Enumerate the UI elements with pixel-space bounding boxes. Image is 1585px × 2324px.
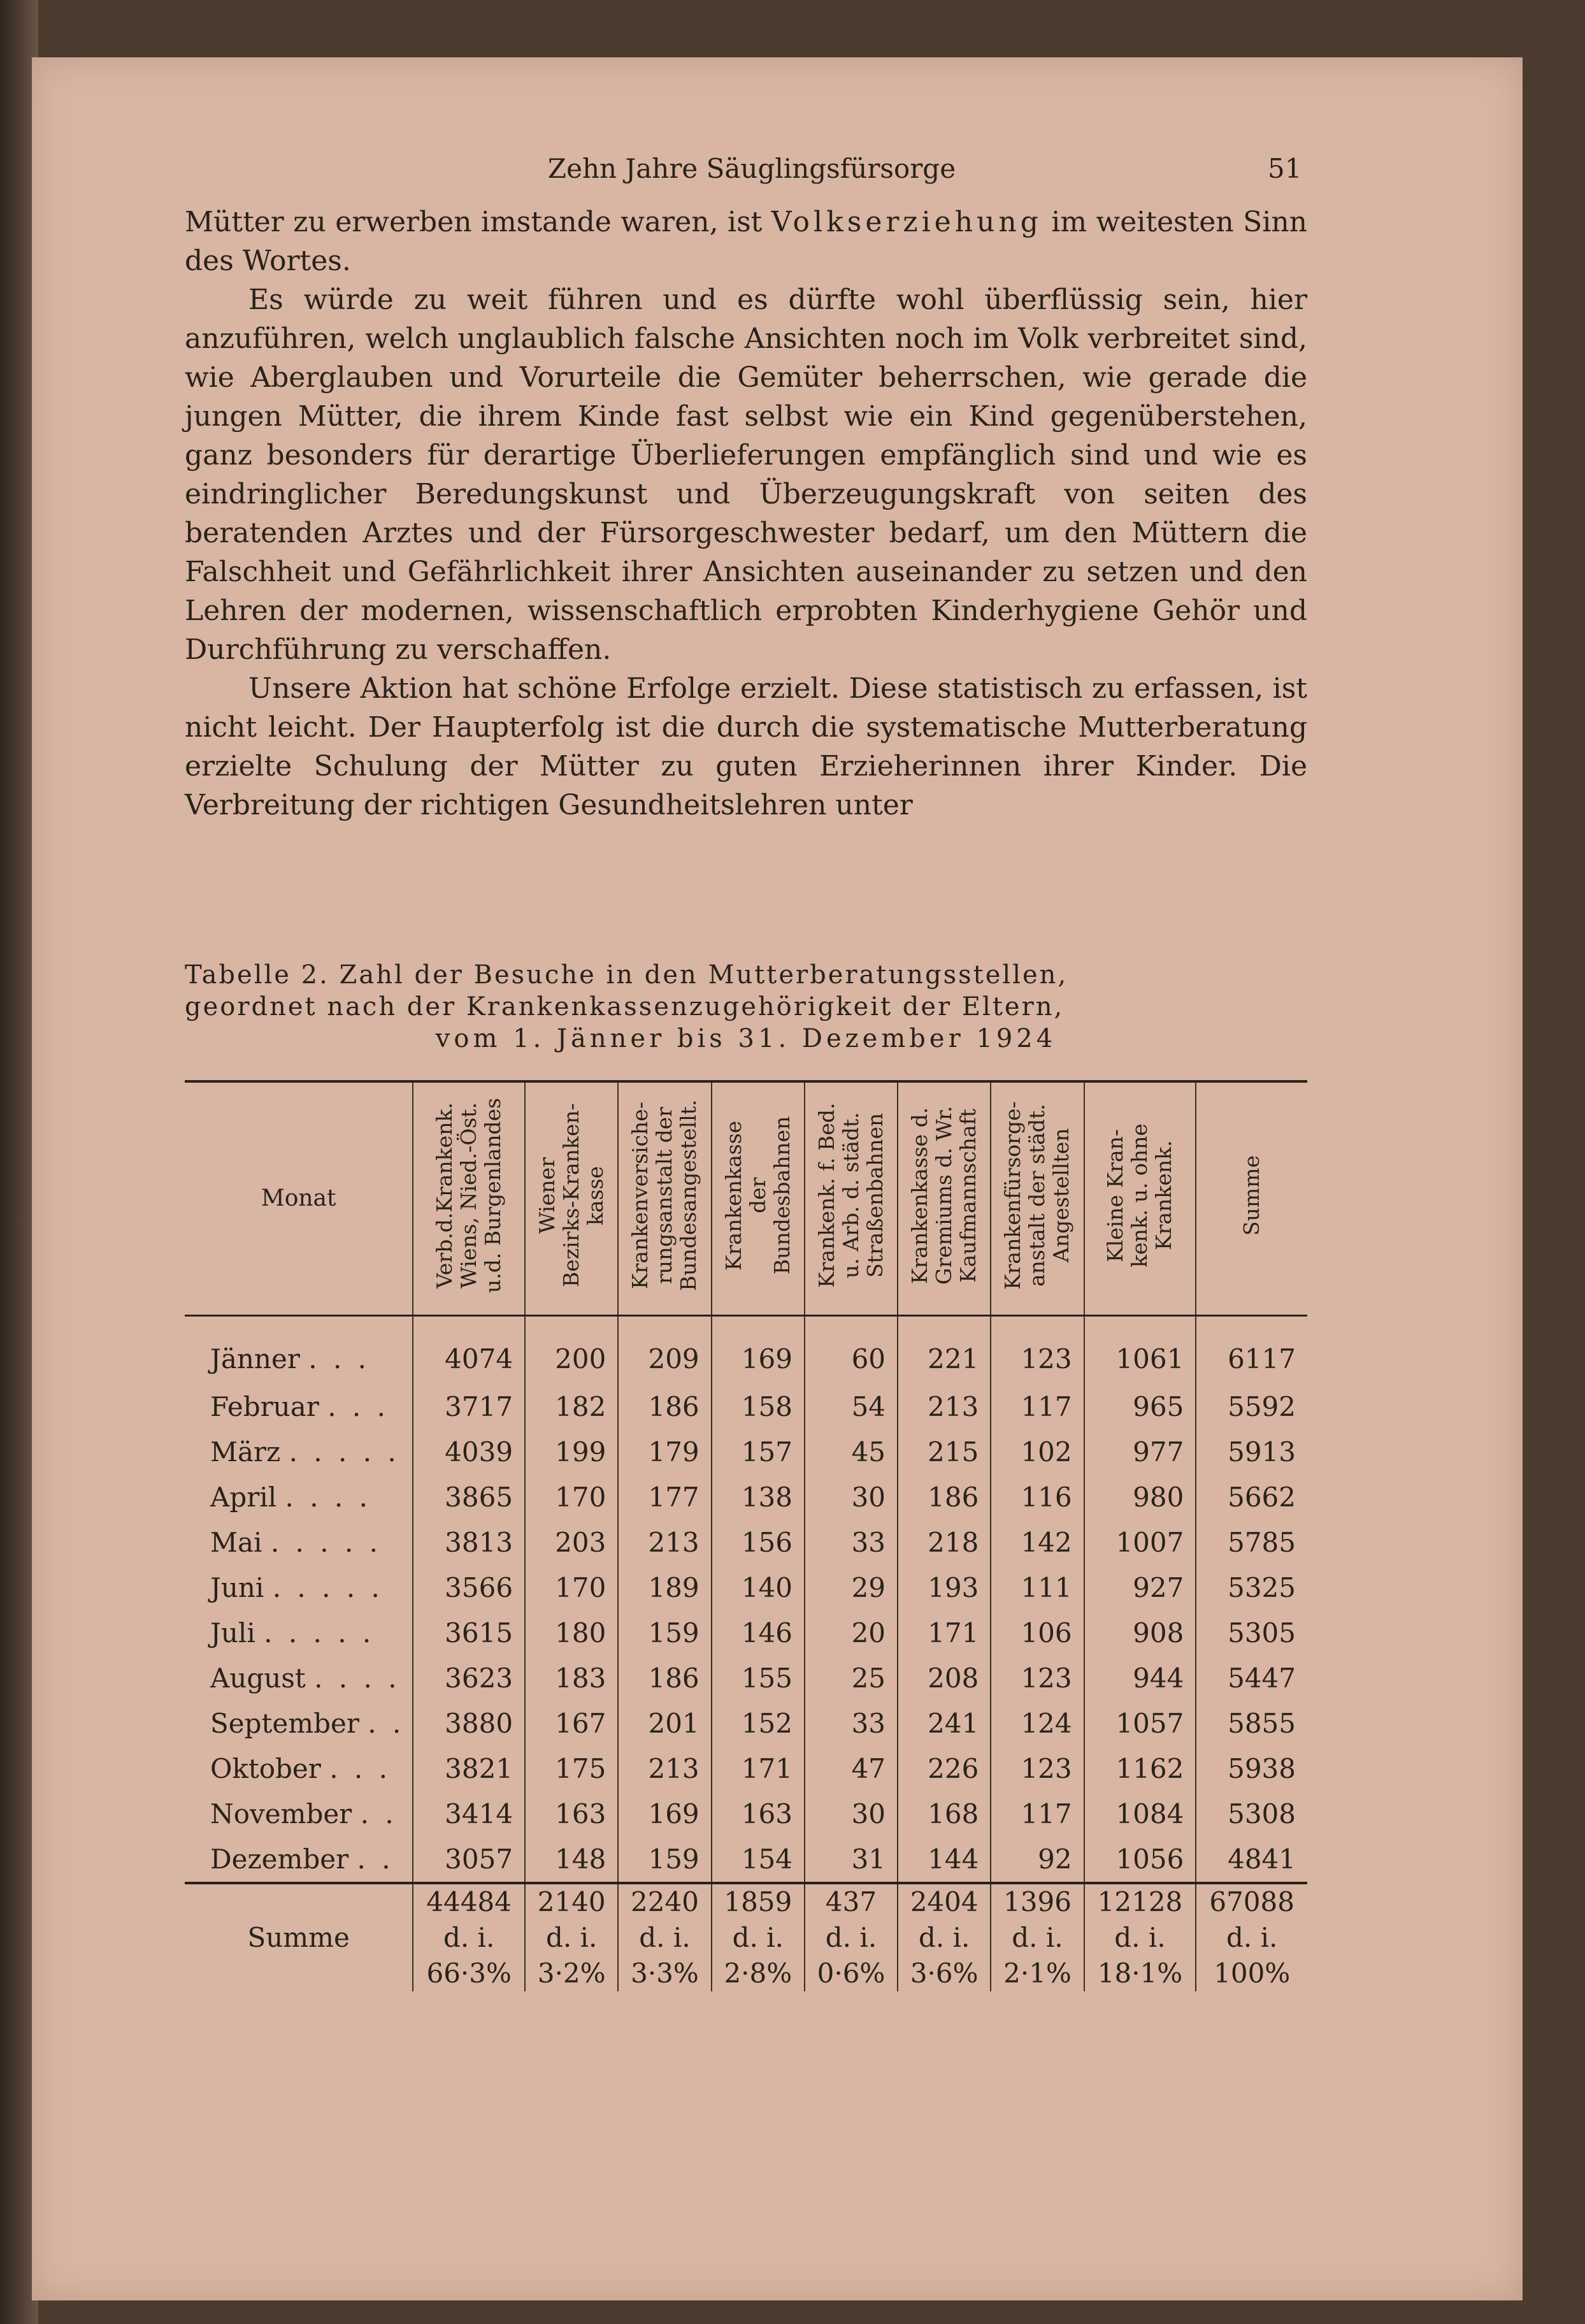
month-cell <box>185 1610 413 1656</box>
column-header-1-text: Verb.d.Krankenk. Wiens, Nied.-Öst. u.d. Burgenlandes <box>432 1097 506 1293</box>
value-cell: 148 <box>525 1837 618 1883</box>
di-cell: d. i. <box>618 1920 711 1956</box>
value-cell: 156 <box>712 1520 805 1565</box>
value-cell: 200 <box>525 1315 618 1384</box>
value-cell: 180 <box>525 1610 618 1656</box>
percent-cell: 3·3% <box>618 1956 711 1991</box>
value-cell: 980 <box>1084 1475 1196 1520</box>
value-cell: 213 <box>898 1384 991 1429</box>
value-cell: 179 <box>618 1429 711 1475</box>
value-cell: 3414 <box>413 1791 525 1837</box>
value-cell: 3717 <box>413 1384 525 1429</box>
leader-dots: . . . <box>308 1343 371 1375</box>
total-cell: 1859 <box>712 1883 805 1920</box>
di-cell: d. i. <box>1084 1920 1196 1956</box>
table-header-row <box>185 1083 1307 1315</box>
leader-dots: . . <box>368 1707 405 1739</box>
value-cell: 6117 <box>1196 1315 1307 1384</box>
value-cell: 203 <box>525 1520 618 1565</box>
value-cell: 4039 <box>413 1429 525 1475</box>
value-cell: 144 <box>898 1837 991 1883</box>
value-cell: 92 <box>991 1837 1084 1883</box>
percent-cell: 3·6% <box>898 1956 991 1991</box>
leader-dots: . . . . . <box>289 1436 400 1468</box>
value-cell: 124 <box>991 1701 1084 1746</box>
table-row <box>185 1429 1307 1475</box>
value-cell: 3615 <box>413 1610 525 1656</box>
value-cell: 213 <box>618 1746 711 1791</box>
paragraph-1-start: Mütter zu erwerben imstande waren, ist <box>185 206 771 238</box>
column-header-3 <box>618 1083 711 1315</box>
value-cell: 5308 <box>1196 1791 1307 1837</box>
month-cell <box>185 1520 413 1565</box>
di-cell: d. i. <box>1196 1920 1307 1956</box>
value-cell: 30 <box>805 1791 898 1837</box>
value-cell: 168 <box>898 1791 991 1837</box>
value-cell: 45 <box>805 1429 898 1475</box>
value-cell: 209 <box>618 1315 711 1384</box>
leader-dots: . . . . . <box>264 1617 375 1649</box>
value-cell: 117 <box>991 1384 1084 1429</box>
month-cell <box>185 1429 413 1475</box>
value-cell: 171 <box>712 1746 805 1791</box>
value-cell: 189 <box>618 1565 711 1610</box>
column-header-8 <box>1084 1083 1196 1315</box>
value-cell: 1056 <box>1084 1837 1196 1883</box>
page-number: 51 <box>1268 153 1302 184</box>
value-cell: 163 <box>712 1791 805 1837</box>
di-cell: d. i. <box>525 1920 618 1956</box>
value-cell: 5305 <box>1196 1610 1307 1656</box>
table-body <box>185 1315 1307 1883</box>
column-header-5 <box>805 1083 898 1315</box>
di-cell: d. i. <box>991 1920 1084 1956</box>
value-cell: 218 <box>898 1520 991 1565</box>
percent-cell: 18·1% <box>1084 1956 1196 1991</box>
month-name: Oktober <box>210 1752 321 1784</box>
value-cell: 5662 <box>1196 1475 1307 1520</box>
visits-table <box>185 1083 1307 1991</box>
column-header-6-text: Krankenkasse d. Gremiums d. Wr. Kaufmannschaft <box>907 1106 981 1285</box>
value-cell: 213 <box>618 1520 711 1565</box>
table-row <box>185 1701 1307 1746</box>
value-cell: 201 <box>618 1701 711 1746</box>
table-row <box>185 1384 1307 1429</box>
table-row <box>185 1565 1307 1610</box>
value-cell: 175 <box>525 1746 618 1791</box>
paragraph-1-end: im weitesten Sinn des Wortes. <box>185 206 1308 277</box>
month-name: Jänner <box>210 1343 300 1375</box>
value-cell: 31 <box>805 1837 898 1883</box>
column-header-7 <box>991 1083 1084 1315</box>
value-cell: 140 <box>712 1565 805 1610</box>
value-cell: 158 <box>712 1384 805 1429</box>
value-cell: 25 <box>805 1656 898 1701</box>
value-cell: 47 <box>805 1746 898 1791</box>
value-cell: 138 <box>712 1475 805 1520</box>
column-header-8-text: Kleine Kran- kenk. u. ohne Krankenk. <box>1103 1123 1177 1267</box>
value-cell: 3880 <box>413 1701 525 1746</box>
value-cell: 1162 <box>1084 1746 1196 1791</box>
column-header-5-text: Krankenk. f. Bed. u. Arb. d. städt. Straßenbahnen <box>814 1102 887 1288</box>
value-cell: 170 <box>525 1565 618 1610</box>
body-text <box>185 203 1307 825</box>
percent-cell: 3·2% <box>525 1956 618 1991</box>
value-cell: 155 <box>712 1656 805 1701</box>
table-row <box>185 1791 1307 1837</box>
month-name: November <box>210 1798 352 1830</box>
column-header-monat: Monat <box>261 1185 336 1212</box>
total-cell: 437 <box>805 1883 898 1920</box>
month-cell <box>185 1791 413 1837</box>
value-cell: 3821 <box>413 1746 525 1791</box>
di-cell: d. i. <box>413 1920 525 1956</box>
di-cell: d. i. <box>898 1920 991 1956</box>
value-cell: 123 <box>991 1746 1084 1791</box>
value-cell: 146 <box>712 1610 805 1656</box>
value-cell: 186 <box>618 1656 711 1701</box>
column-header-4-text: Krankenkasse der Bundesbahnen <box>721 1116 794 1274</box>
table-caption <box>185 959 1307 1055</box>
value-cell: 183 <box>525 1656 618 1701</box>
value-cell: 5855 <box>1196 1701 1307 1746</box>
value-cell: 5592 <box>1196 1384 1307 1429</box>
value-cell: 944 <box>1084 1656 1196 1701</box>
table-row <box>185 1656 1307 1701</box>
table-row <box>185 1746 1307 1791</box>
value-cell: 1061 <box>1084 1315 1196 1384</box>
value-cell: 102 <box>991 1429 1084 1475</box>
value-cell: 116 <box>991 1475 1084 1520</box>
value-cell: 154 <box>712 1837 805 1883</box>
di-cell: d. i. <box>805 1920 898 1956</box>
month-cell <box>185 1384 413 1429</box>
value-cell: 171 <box>898 1610 991 1656</box>
table-row <box>185 1475 1307 1520</box>
value-cell: 3057 <box>413 1837 525 1883</box>
column-header-summe <box>1196 1083 1307 1315</box>
column-header-1 <box>413 1083 525 1315</box>
value-cell: 241 <box>898 1701 991 1746</box>
leader-dots: . . <box>360 1798 398 1830</box>
value-cell: 167 <box>525 1701 618 1746</box>
value-cell: 215 <box>898 1429 991 1475</box>
leader-dots: . . . . <box>285 1481 371 1513</box>
value-cell: 226 <box>898 1746 991 1791</box>
value-cell: 117 <box>991 1791 1084 1837</box>
total-cell: 1396 <box>991 1883 1084 1920</box>
value-cell: 33 <box>805 1520 898 1565</box>
summary-totals-row <box>185 1883 1307 1920</box>
percent-cell: 2·1% <box>991 1956 1084 1991</box>
table-summary <box>185 1883 1307 1991</box>
column-header-2 <box>525 1083 618 1315</box>
value-cell: 106 <box>991 1610 1084 1656</box>
month-name: April <box>210 1481 277 1513</box>
value-cell: 29 <box>805 1565 898 1610</box>
paragraph-2: Es würde zu weit führen und es dürfte wohl überflüssig sein, hier anzuführen, welch unglaublich falsche Ansichten noch im Volk verbreitet sind, wie Aberglauben und Vorurteile die Gemüter beherrschen, wie gerade die jungen Mütter, die ihrem Kinde fast selbst wie ein Kind gegenüberstehen, ganz besonders für derartige Überlieferungen empfänglich sind und wie es eindringlicher Beredungskunst und Überzeugungskraft von seiten des beratenden Arztes und der Fürsorgeschwester bedarf, um den Müttern die Falschheit und Gefährlichkeit ihrer Ansichten auseinander zu setzen und den Lehren der modernen, wissenschaftlich erprobten Kinderhygiene Gehör und Durchführung zu verschaffen. <box>185 284 1307 666</box>
value-cell: 170 <box>525 1475 618 1520</box>
month-name: August <box>210 1662 306 1694</box>
caption-title-1: Zahl der Besuche in den Mutterberatungsstellen, <box>339 960 1068 990</box>
value-cell: 169 <box>712 1315 805 1384</box>
total-cell: 2404 <box>898 1883 991 1920</box>
month-cell <box>185 1475 413 1520</box>
total-cell: 2240 <box>618 1883 711 1920</box>
total-cell: 2140 <box>525 1883 618 1920</box>
value-cell: 3623 <box>413 1656 525 1701</box>
value-cell: 4841 <box>1196 1837 1307 1883</box>
month-cell <box>185 1315 413 1384</box>
caption-line-3: vom 1. Jänner bis 31. Dezember 1924 <box>435 1024 1057 1053</box>
emphasized-term: Volkserziehung <box>771 206 1042 238</box>
value-cell: 5447 <box>1196 1656 1307 1701</box>
paragraph-3: Unsere Aktion hat schöne Erfolge erzielt. Diese statistisch zu erfassen, ist nicht leicht. Der Haupterfolg ist die durch die systematische Mutterberatung erzielte Schulung der Mütter zu guten Erzieherinnen ihrer Kinder. Die Verbreitung der richtigen Gesundheitslehren unter <box>185 672 1307 821</box>
value-cell: 908 <box>1084 1610 1196 1656</box>
table-row <box>185 1520 1307 1565</box>
value-cell: 33 <box>805 1701 898 1746</box>
value-cell: 5913 <box>1196 1429 1307 1475</box>
month-name: Dezember <box>210 1843 349 1875</box>
di-cell: d. i. <box>712 1920 805 1956</box>
month-name: September <box>210 1707 359 1739</box>
leader-dots: . . . <box>329 1752 391 1784</box>
value-cell: 4074 <box>413 1315 525 1384</box>
value-cell: 111 <box>991 1565 1084 1610</box>
value-cell: 5938 <box>1196 1746 1307 1791</box>
value-cell: 123 <box>991 1656 1084 1701</box>
leader-dots: . . . <box>327 1390 389 1422</box>
value-cell: 221 <box>898 1315 991 1384</box>
leader-dots: . . . . . <box>270 1526 382 1558</box>
value-cell: 30 <box>805 1475 898 1520</box>
value-cell: 142 <box>991 1520 1084 1565</box>
value-cell: 157 <box>712 1429 805 1475</box>
value-cell: 199 <box>525 1429 618 1475</box>
month-cell <box>185 1656 413 1701</box>
value-cell: 159 <box>618 1610 711 1656</box>
month-name: Juli <box>210 1617 255 1649</box>
value-cell: 182 <box>525 1384 618 1429</box>
paragraph-1 <box>185 203 1307 280</box>
statistics-table <box>185 1080 1307 1991</box>
value-cell: 208 <box>898 1656 991 1701</box>
table-row <box>185 1315 1307 1384</box>
value-cell: 163 <box>525 1791 618 1837</box>
caption-label: Tabelle 2. <box>185 960 329 990</box>
caption-line-2: geordnet nach der Krankenkassenzugehörigkeit der Eltern, <box>185 992 1065 1021</box>
leader-dots: . . <box>357 1843 394 1875</box>
total-cell: 12128 <box>1084 1883 1196 1920</box>
value-cell: 3865 <box>413 1475 525 1520</box>
month-name: Mai <box>210 1526 262 1558</box>
column-header-2-text: Wiener Bezirks-Kranken- kasse <box>534 1103 608 1288</box>
value-cell: 186 <box>618 1384 711 1429</box>
caption-line-1 <box>185 959 1307 991</box>
column-header-summe-text: Summe <box>1239 1155 1265 1236</box>
month-name: März <box>210 1436 281 1468</box>
percent-cell: 100% <box>1196 1956 1307 1991</box>
value-cell: 169 <box>618 1791 711 1837</box>
summary-label: Summe <box>247 1922 350 1953</box>
running-header: Zehn Jahre Säuglingsfürsorge <box>547 153 956 184</box>
total-cell: 67088 <box>1196 1883 1307 1920</box>
month-name: Juni <box>210 1571 264 1603</box>
month-cell <box>185 1701 413 1746</box>
total-cell: 44484 <box>413 1883 525 1920</box>
value-cell: 927 <box>1084 1565 1196 1610</box>
value-cell: 3813 <box>413 1520 525 1565</box>
percent-cell: 66·3% <box>413 1956 525 1991</box>
value-cell: 159 <box>618 1837 711 1883</box>
value-cell: 3566 <box>413 1565 525 1610</box>
value-cell: 186 <box>898 1475 991 1520</box>
column-header-3-text: Krankenversiche- rungsanstalt der Bundesangestellt. <box>628 1099 701 1292</box>
value-cell: 5785 <box>1196 1520 1307 1565</box>
value-cell: 193 <box>898 1565 991 1610</box>
value-cell: 60 <box>805 1315 898 1384</box>
column-header-7-text: Krankenfürsorge- anstalt der städt. Angestellten <box>1000 1101 1074 1290</box>
table-row <box>185 1610 1307 1656</box>
leader-dots: . . . . . <box>272 1571 384 1603</box>
value-cell: 1084 <box>1084 1791 1196 1837</box>
table-row <box>185 1837 1307 1883</box>
value-cell: 123 <box>991 1315 1084 1384</box>
value-cell: 1057 <box>1084 1701 1196 1746</box>
month-cell <box>185 1837 413 1883</box>
percent-cell: 0·6% <box>805 1956 898 1991</box>
value-cell: 177 <box>618 1475 711 1520</box>
leader-dots: . . . . <box>314 1662 401 1694</box>
month-cell <box>185 1746 413 1791</box>
value-cell: 54 <box>805 1384 898 1429</box>
value-cell: 152 <box>712 1701 805 1746</box>
column-header-6 <box>898 1083 991 1315</box>
month-name: Februar <box>210 1390 319 1422</box>
month-cell <box>185 1565 413 1610</box>
column-header-4 <box>712 1083 805 1315</box>
value-cell: 965 <box>1084 1384 1196 1429</box>
value-cell: 977 <box>1084 1429 1196 1475</box>
value-cell: 1007 <box>1084 1520 1196 1565</box>
percent-cell: 2·8% <box>712 1956 805 1991</box>
value-cell: 20 <box>805 1610 898 1656</box>
value-cell: 5325 <box>1196 1565 1307 1610</box>
